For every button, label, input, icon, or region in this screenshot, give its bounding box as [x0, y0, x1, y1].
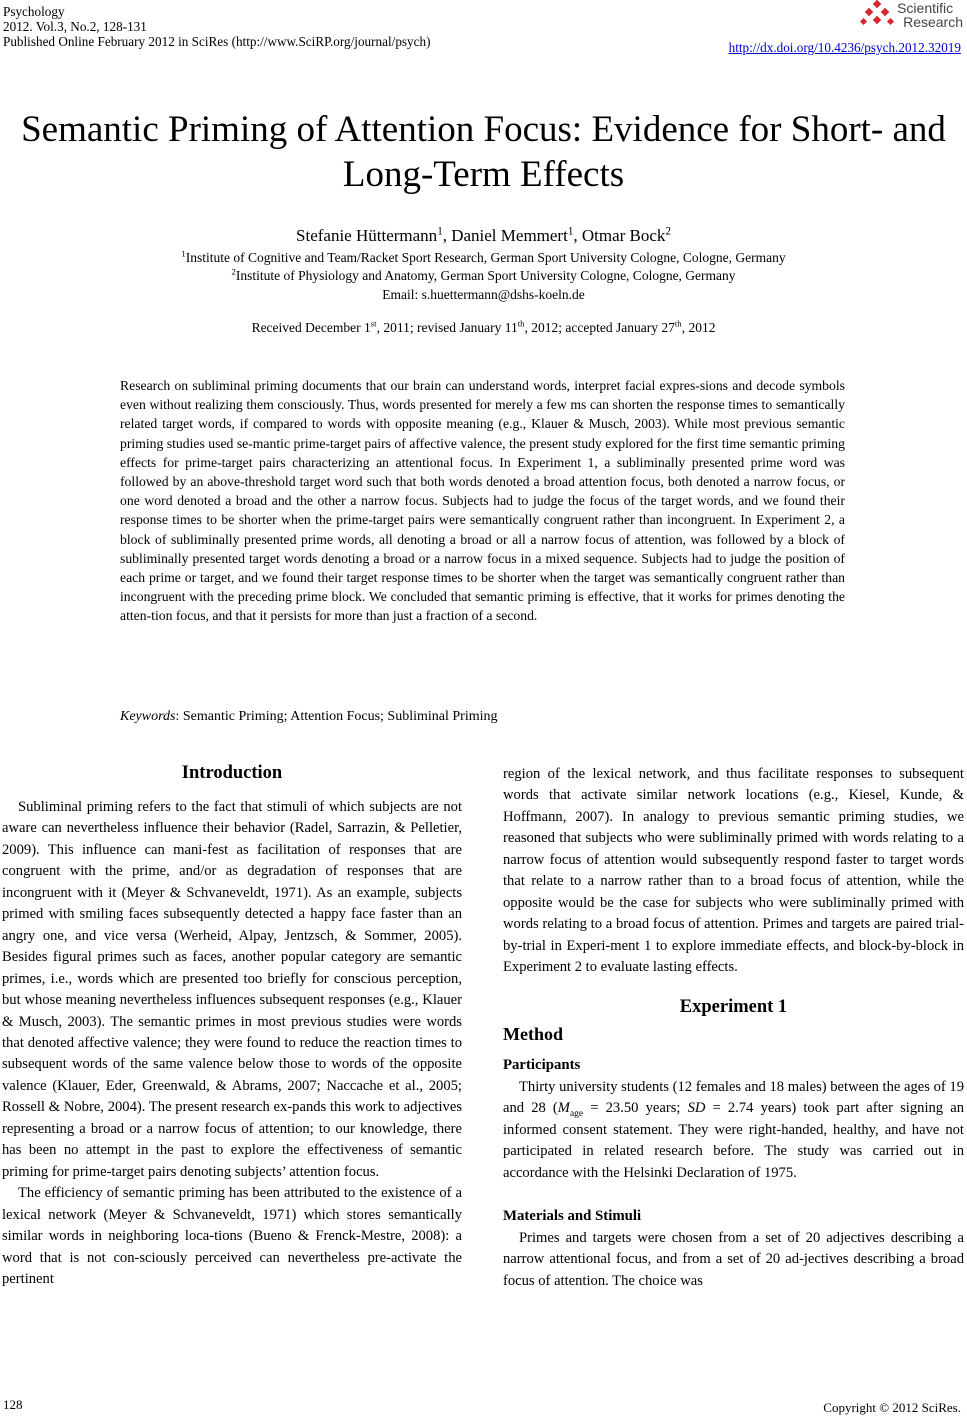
received-sup-3: th	[674, 318, 682, 329]
scientific-research-logo-icon	[860, 0, 894, 30]
logo-text	[897, 1, 963, 29]
abstract: Research on subliminal priming documents that our brain can understand words, interpret facial expres-sions and decode symbols even without realizing them consciously. Thus, words presented for merely a few ms can shorten the response times to semantically related target words, if compared to words with opposite meaning (e.g., Klauer & Musch, 2003). While most previous semantic priming studies used se-mantic prime-target pairs of affective valence, the present study explored for the first time semantic priming effects for prime-target pairs characterizing an attentional focus. In Experiment 1, a subliminally presented prime word was followed by an above-threshold target word such that both words denoted a broad attention focus, both denoted a narrow focus, or one word denoted a broad and the other a narrow focus. Subjects had to judge the focus of the target words, and we found their response times to be shorter when the prime-target pairs were semantically congruent rather than incongruent. In Experiment 2, a block of subliminally presented prime words, all denoting a broad or all a narrow focus of attention, was followed by a block of subliminally presented target words denoting a broad or a narrow focus in a mixed sequence. Subjects had to judge the position of each prime or target, and we found their target response times to be shorter when the target was semantically congruent rather than incongruent with the preceding prime block. We concluded that semantic priming is effective, that it works for primes denoting the atten-tion focus, and that it persists for more than just a fraction of a second.	[120, 378, 845, 624]
affiliation-2-text: Institute of Physiology and Anatomy, German Sport University Cologne, Cologne, Germany	[235, 268, 736, 283]
received-dates	[0, 320, 967, 336]
author-3-affil: 2	[665, 225, 671, 238]
affiliation-1	[0, 248, 967, 268]
page-number: 128	[3, 1397, 23, 1412]
journal-volume: 2012. Vol.3, No.2, 128-131	[3, 19, 147, 34]
affiliation-1-text: Institute of Cognitive and Team/Racket Sport Research, German Sport University Cologne, Cologne, Germany	[185, 250, 786, 265]
received-part-2: , 2011; revised January 11	[376, 320, 518, 335]
experiment-1-heading: Experiment 1	[679, 996, 788, 1017]
author-3: Otmar Bock	[581, 226, 666, 245]
keywords	[120, 709, 498, 725]
participants-sd-symbol: SD	[687, 1100, 706, 1117]
keywords-label: Keywords	[120, 709, 176, 724]
right-column	[503, 764, 964, 1292]
author-1: Stefanie Hüttermann	[296, 226, 438, 245]
doi-link[interactable]: http://dx.doi.org/10.4236/psych.2012.32019	[728, 40, 961, 55]
received-part-1: Received December 1	[251, 320, 371, 335]
author-sep-1: ,	[442, 226, 452, 245]
affiliation-2	[0, 266, 967, 286]
affiliation-2-marker: 2	[231, 266, 236, 277]
publication-info: Published Online February 2012 in SciRes (http://www.SciRP.org/journal/psych)	[3, 34, 431, 49]
participants-age-subscript: age	[569, 1109, 584, 1120]
author-1-affil: 1	[437, 225, 443, 238]
journal-name: Psychology	[3, 4, 65, 19]
method-heading: Method	[503, 1023, 563, 1044]
author-sep-2: ,	[573, 226, 582, 245]
participants-paragraph	[503, 1077, 964, 1184]
received-part-3: , 2012; accepted January 27	[524, 320, 675, 335]
intro-paragraph-1: Subliminal priming refers to the fact that stimuli of which subjects are not aware can nevertheless influence their behavior (Radel, Sarrazin, & Pelletier, 2009). This influence can mani-fest as facilitation of responses that are congruent with the prime, and/or as degradation of responses that are incongruent with it (Meyer & Schvaneveldt, 1971). As an example, subjects primed with smiling faces subsequently detected a happy face faster than an angry one, and vice versa (Werheid, Alpay, Jentzsch, & Sommer, 2005). Besides figural primes such as faces, another popular category are semantic primes, i.e., words which are presented too briefly for conscious perception, but whose meaning nevertheless influences subsequent responses (e.g., Klauer & Musch, 2003). The semantic primes in most previous studies were words that denoted affective valence; they were found to reduce the reaction times to subsequent words of the same valence below those to words of the opposite valence (Klauer, Eder, Greenwald, & Abrams, 2007; Naccache et al., 2005; Rossell & Nobre, 2004). The present research ex-pands this work to adjectives representing a broad or a narrow focus of attention; to our knowledge, there has been no attempt in the past to explore the effectiveness of semantic priming for prime-target pairs denoting subjects’ attention focus.	[2, 799, 462, 1180]
materials-paragraph: Primes and targets were chosen from a set of 20 adjectives describing a narrow attentional focus, and from a set of 20 ad-jectives describing a broad focus of attention. The choice was	[503, 1229, 964, 1289]
received-sup-2: th	[517, 318, 525, 329]
copyright: Copyright © 2012 SciRes.	[823, 1400, 961, 1415]
author-2: Daniel Memmert	[451, 226, 568, 245]
introduction-heading: Introduction	[181, 763, 283, 783]
materials-heading: Materials and Stimuli	[503, 1208, 642, 1225]
participants-mean-symbol: M	[557, 1100, 570, 1117]
affiliation-1-marker: 1	[181, 248, 186, 259]
logo-line-2: Research	[903, 14, 963, 30]
logo-line-1: Scientific	[897, 0, 954, 16]
participants-text-b: = 23.50 years;	[583, 1100, 688, 1117]
author-2-affil: 1	[567, 225, 574, 238]
participants-text-a: Thirty university students (12 females and 18 males) between the ages of 19 and 28 (	[503, 1078, 964, 1117]
keywords-text: : Semantic Priming; Attention Focus; Subliminal Priming	[175, 709, 498, 724]
left-column	[2, 797, 462, 1290]
author-list	[0, 226, 967, 246]
paper-title: Semantic Priming of Attention Focus: Evidence for Short- and Long-Term Effects	[21, 109, 946, 195]
journal-header	[3, 4, 430, 49]
received-part-4: , 2012	[681, 320, 716, 335]
participants-heading: Participants	[503, 1057, 581, 1074]
received-sup-1: st	[370, 318, 377, 329]
author-email: Email: s.huettermann@dshs-koeln.de	[382, 287, 585, 302]
intro-paragraph-2: The efficiency of semantic priming has been attributed to the existence of a lexical network (Meyer & Schvaneveldt, 1971) which stores semantically similar words in neighboring loca-tions (Bueno & Frenck-Mestre, 2008): a word that is not con-sciously perceived can nevertheless pre-activate the pertinent	[2, 1185, 462, 1287]
publisher-logo	[860, 0, 963, 30]
participants-text-c: = 2.74 years) took part after signing an informed consent statement. They were right-handed, healthy, and have not participated in related research before. The study was carried out in accordance with the Helsinki Declaration of 1975.	[503, 1100, 964, 1181]
intro-paragraph-3: region of the lexical network, and thus facilitate responses to subsequent words that activate similar network locations (e.g., Kiesel, Kunde, & Hoffmann, 2007). In analogy to previous semantic priming studies, we reasoned that subjects who were subliminally primed with words relating to a narrow focus of attention would subsequently respond faster to target words that relate to a narrow rather than to a broad focus of attention, while the opposite would be the case for subjects who were subliminally primed with words relating to a broad focus of attention. Primes and targets are paired trial-by-trial in Experi-ment 1 to explore immediate effects, and block-by-block in Experiment 2 to evaluate lasting effects.	[503, 766, 964, 976]
